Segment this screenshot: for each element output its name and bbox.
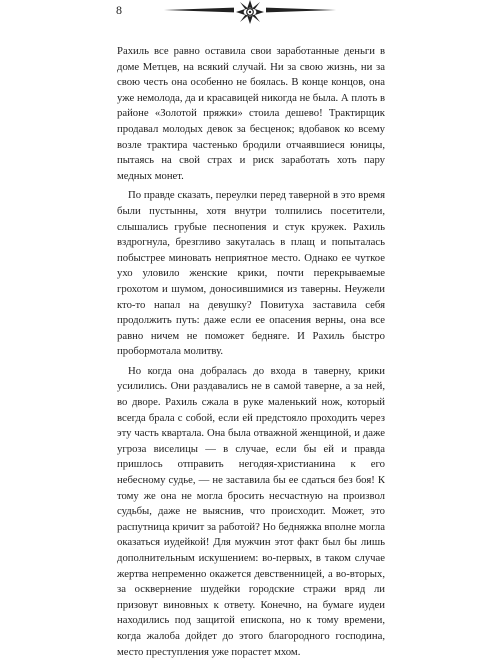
page-number: 8 (116, 3, 122, 17)
paragraph: Рахиль все равно оставила свои заработанные деньги в доме Метцев, на всякий случай. Ни за свою жизнь, ни за свою честь она особенно не боялась. В конце концов, она уже немолода, да и красавицей никогда не была. А плоть в районе «Золотой пряжки» стоила дешево! Трактирщик продавал молодых девок за бесценок; вдобавок ко всему возле трактира частенько бродили отчаявшиеся юницы, пытаясь на свой страх и риск заработать хоть пару медных монет. (117, 45, 385, 182)
page-text (117, 44, 385, 664)
paragraph: По правде сказать, переулки перед таверной в это время были пустынны, хотя внутри толпились посетители, слышались грубые песнопения и стук кружек. Рахиль вздрогнула, брезгливо закуталась в плащ и попыталась побыстрее миновать неприятное место. Однако ее чуткое ухо уловило женские крики, почти перекрываемые грохотом и шумом, доносившимися из таверны. Неужели кто-то напал на девушку? Повитуха заставила себя продолжить путь: даже если ее опасения верны, она все равно ничем не поможет бедняге. И Рахиль быстро пробормотала молитву. (117, 189, 385, 358)
page-header (0, 0, 500, 36)
compass-star-icon (164, 0, 336, 26)
paragraph: Но когда она добралась до входа в таверну, крики усилились. Они раздавались не в самой таверне, а за ней, во дворе. Рахиль сжала в руке маленький нож, который всегда брала с собой, если ей предстояло проходить через эту часть квартала. Она была отважной женщиной, и даже угроза виселицы — в случае, если бы ей и правда пришлось отправить негодяя-христианина к его небесному судье, — не заставила бы ее сдаться без боя! К тому же она не могла бросить несчастную на произвол судьбы, даже не выяснив, что происходит. Может, это распутница кричит за работой? Но бедняжка вполне могла оказаться иудейкой! Для мужчин этот факт был бы лишь дополнительным искушением: во-первых, в таком случае жертва непременно окажется девственницей, а во-вторых, за осквернение шудейки городские стражи вряд ли призовут виновных к ответу. Конечно, на бумаге иудеи находились под защитой епископа, но к тому времени, когда жалоба дойдет до этого благородного господина, место преступления уже порастет мхом. (117, 364, 385, 658)
